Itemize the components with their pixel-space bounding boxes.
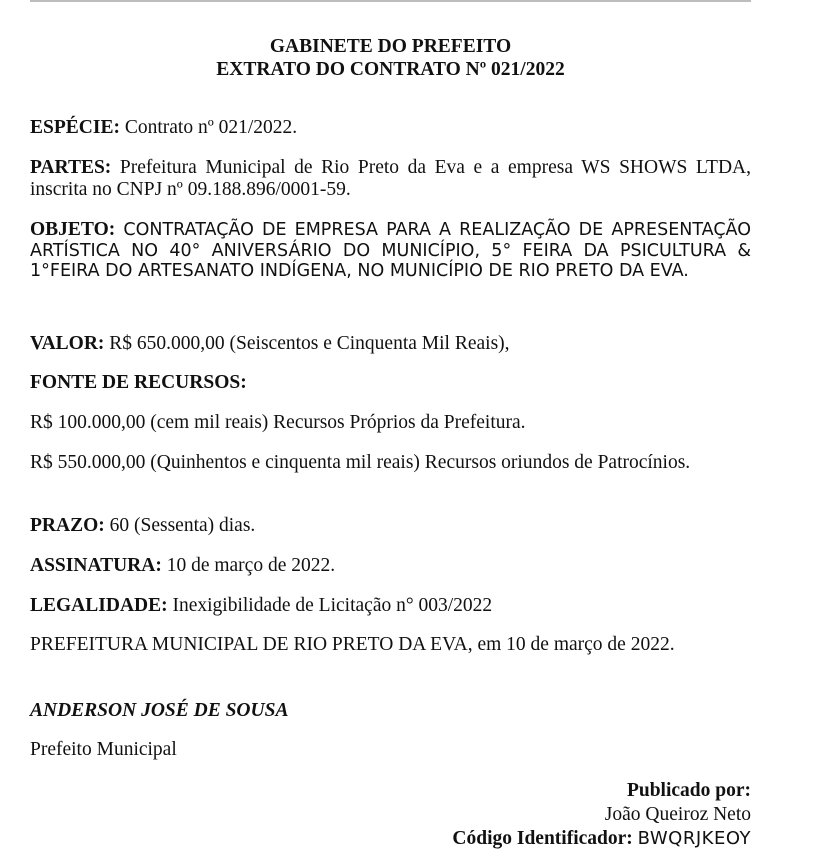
prazo-paragraph bbox=[30, 515, 751, 537]
especie-label: ESPÉCIE: bbox=[30, 117, 120, 138]
especie-text: Contrato nº 021/2022. bbox=[119, 117, 298, 138]
code-label: Código Identificador: bbox=[452, 828, 633, 849]
code-value: BWQRJKEOY bbox=[637, 828, 751, 849]
assinatura-text: 10 de março de 2022. bbox=[161, 555, 336, 576]
valor-paragraph bbox=[30, 333, 751, 355]
valor-text: R$ 650.000,00 (Seiscentos e Cinquenta Mil Reais), bbox=[104, 333, 510, 354]
objeto-paragraph bbox=[30, 220, 751, 282]
publisher-name: João Queiroz Neto bbox=[604, 804, 751, 825]
signer-role: Prefeito Municipal bbox=[30, 739, 177, 760]
legalidade-paragraph bbox=[30, 595, 751, 617]
fonte-item-1: R$ 100.000,00 (cem mil reais) Recursos Próprios da Prefeitura. bbox=[30, 412, 526, 433]
prazo-text: 60 (Sessenta) dias. bbox=[104, 515, 256, 536]
objeto-label: OBJETO: bbox=[30, 219, 116, 240]
fonte-recursos-heading bbox=[30, 372, 751, 394]
top-divider bbox=[30, 0, 751, 2]
valor-label: VALOR: bbox=[30, 333, 105, 354]
fonte-label: FONTE DE RECURSOS: bbox=[30, 372, 247, 393]
signer-name: ANDERSON JOSÉ DE SOUSA bbox=[30, 700, 289, 721]
objeto-text: CONTRATAÇÃO DE EMPRESA PARA A REALIZAÇÃO DE APRESENTAÇÃO ARTÍSTICA NO 40° ANIVERSÁRIO DO MUNICÍPIO, 5° FEIRA DA PSICULTURA & 1°FEIRA DO ARTESANATO INDÍGENA, NO MUNICÍPIO DE RIO PRETO DA EVA. bbox=[30, 220, 751, 281]
legalidade-label: LEGALIDADE: bbox=[30, 595, 168, 616]
fonte-item-2: R$ 550.000,00 (Quinhentos e cinquenta mil reais) Recursos oriundos de Patrocínios. bbox=[30, 452, 691, 473]
partes-paragraph bbox=[30, 157, 751, 201]
especie-paragraph bbox=[30, 117, 751, 139]
publication-block bbox=[452, 779, 751, 851]
partes-text: Prefeitura Municipal de Rio Preto da Eva e a empresa WS SHOWS LTDA, inscrita no CNPJ nº 09.188.896/0001-59. bbox=[30, 157, 751, 200]
identifier-line bbox=[452, 827, 751, 851]
local-data-paragraph: PREFEITURA MUNICIPAL DE RIO PRETO DA EVA, em 10 de março de 2022. bbox=[30, 634, 675, 655]
assinatura-paragraph bbox=[30, 555, 751, 577]
header-title: EXTRATO DO CONTRATO Nº 021/2022 bbox=[216, 59, 565, 80]
partes-label: PARTES: bbox=[30, 157, 112, 178]
legalidade-text: Inexigibilidade de Licitação n° 003/2022 bbox=[167, 595, 493, 616]
published-by-label: Publicado por: bbox=[626, 780, 751, 801]
assinatura-label: ASSINATURA: bbox=[30, 555, 162, 576]
document-header bbox=[30, 35, 751, 81]
header-department: GABINETE DO PREFEITO bbox=[269, 36, 512, 57]
prazo-label: PRAZO: bbox=[30, 515, 105, 536]
